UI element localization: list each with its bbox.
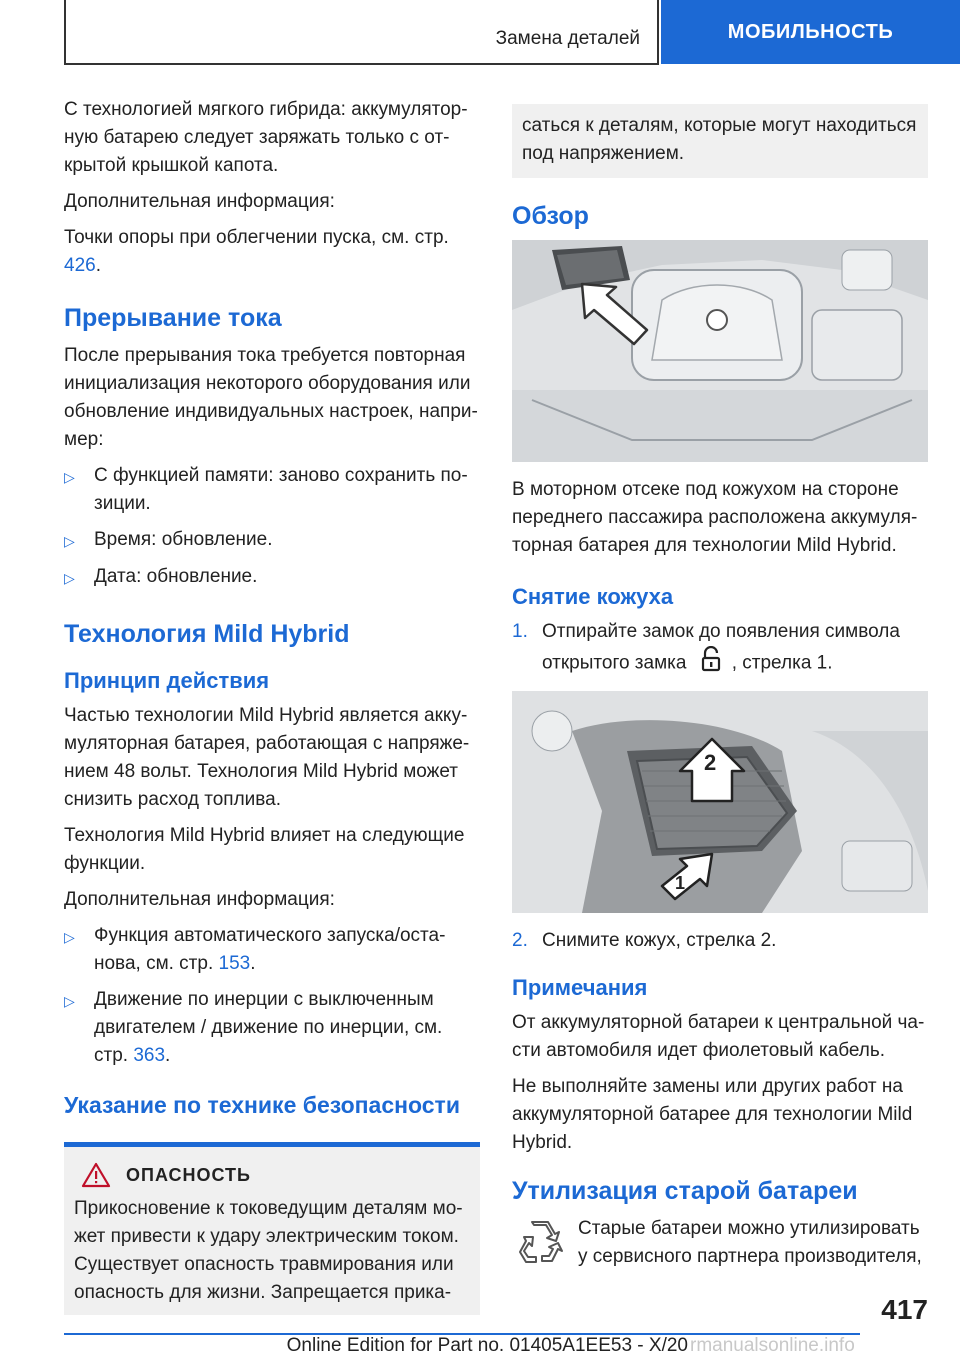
heading-overview: Обзор <box>512 202 589 230</box>
paragraph: Точки опоры при облегчении пуска, см. стр. 426. <box>64 227 449 276</box>
paragraph: Технология Mild Hybrid влияет на следующие функции. <box>64 825 465 874</box>
engine-bay-photo <box>512 240 928 462</box>
page-link[interactable]: 363 <box>133 1045 166 1066</box>
watermark: rmanualsonline.info <box>690 1335 855 1356</box>
page-link[interactable]: 426 <box>64 255 96 276</box>
bullet-icon: ▷ <box>64 469 75 485</box>
heading-principle: Принцип действия <box>64 668 270 693</box>
step-1: 1. Отпирайте замок до появления символа открытого замка , стрелка 1. <box>512 618 928 681</box>
header-section-title: Замена деталей <box>495 28 640 49</box>
bullet-icon: ▷ <box>64 533 75 549</box>
page-link[interactable]: 153 <box>218 953 251 974</box>
heading-mild-hybrid: Технология Mild Hybrid <box>64 620 350 648</box>
list-item: ▷ Дата: обновление. <box>64 563 480 592</box>
heading-cover-removal: Снятие кожуха <box>512 584 674 609</box>
arrow-label: 1 <box>675 873 686 893</box>
step-2: 2. Снимите кожух, стрелка 2. <box>512 930 777 951</box>
bullet-icon: ▷ <box>64 993 75 1009</box>
left-column <box>64 96 480 1315</box>
heading-notes: Примечания <box>512 975 648 1000</box>
paragraph: После прерывания тока требуется повторная инициализация некоторого оборудования или обновление индивидуальных настроек, напри-мер: <box>64 345 478 450</box>
paragraph: В моторном отсеке под кожухом на стороне переднего пассажира расположена аккумуля-торная батарея для технологии Mild Hybrid. <box>512 479 918 556</box>
danger-text: Прикосновение к токоведущим деталям мо-жет привести к удару электрическим током. Существует опасность травмирования или опасность для жизни. Запрещается прика- <box>74 1198 463 1303</box>
disposal-block <box>512 1215 928 1280</box>
danger-box-continued: саться к деталям, которые могут находиться под напряжением. <box>512 104 928 178</box>
right-column <box>512 96 928 1280</box>
list-item: ▷ С функцией памяти: заново сохранить по-зиции. <box>64 462 480 518</box>
header-rule-bottom <box>64 63 659 65</box>
warning-triangle-icon <box>74 1162 118 1188</box>
bullet-icon: ▷ <box>64 570 75 586</box>
list-item: ▷ Функция автоматического запуска/оста-нова, см. стр. 153. <box>64 922 480 978</box>
paragraph: Старые батареи можно утилизировать у сервисного партнера производителя, <box>578 1218 922 1267</box>
bullet-icon: ▷ <box>64 929 75 945</box>
paragraph: Дополнительная информация: <box>64 191 335 212</box>
paragraph: Частью технологии Mild Hybrid является акку-муляторная батарея, работающая с напряже-нием 48 вольт. Технология Mild Hybrid может снизить расход топлива. <box>64 705 470 810</box>
edition-text: Online Edition for Part no. 01405A1EE53 - X/20 <box>286 1335 688 1356</box>
paragraph: Не выполняйте замены или других работ на аккумуляторной батарее для технологии Mild Hybrid. <box>512 1076 913 1153</box>
recycling-icon <box>512 1215 578 1280</box>
header-rule-left <box>64 0 66 64</box>
heading-power-interruption: Прерывание тока <box>64 304 282 332</box>
heading-safety: Указание по технике безопасности <box>64 1092 460 1118</box>
page-number: 417 <box>881 1294 928 1325</box>
header-rule-right <box>657 0 659 64</box>
list-item: ▷ Время: обновление. <box>64 526 480 555</box>
arrow-label: 2 <box>704 750 717 775</box>
header-chapter-tab[interactable]: МОБИЛЬНОСТЬ <box>661 0 960 64</box>
paragraph: Дополнительная информация: <box>64 889 335 910</box>
battery-cover-photo <box>512 691 928 913</box>
danger-title: ОПАСНОСТЬ <box>126 1165 251 1185</box>
unlocked-padlock-icon <box>700 646 724 681</box>
heading-disposal: Утилизация старой батареи <box>512 1177 858 1205</box>
paragraph: От аккумуляторной батареи к центральной ча-сти автомобиля идет фиолетовый кабель. <box>512 1012 925 1061</box>
list-item: ▷ Движение по инерции с выключенным двигателем / движение по инерции, см. стр. 363. <box>64 986 480 1070</box>
danger-box <box>64 1142 480 1315</box>
paragraph: С технологией мягкого гибрида: аккумулятор-ную батарею следует заряжать только с от-крытой крышкой капота. <box>64 99 468 176</box>
